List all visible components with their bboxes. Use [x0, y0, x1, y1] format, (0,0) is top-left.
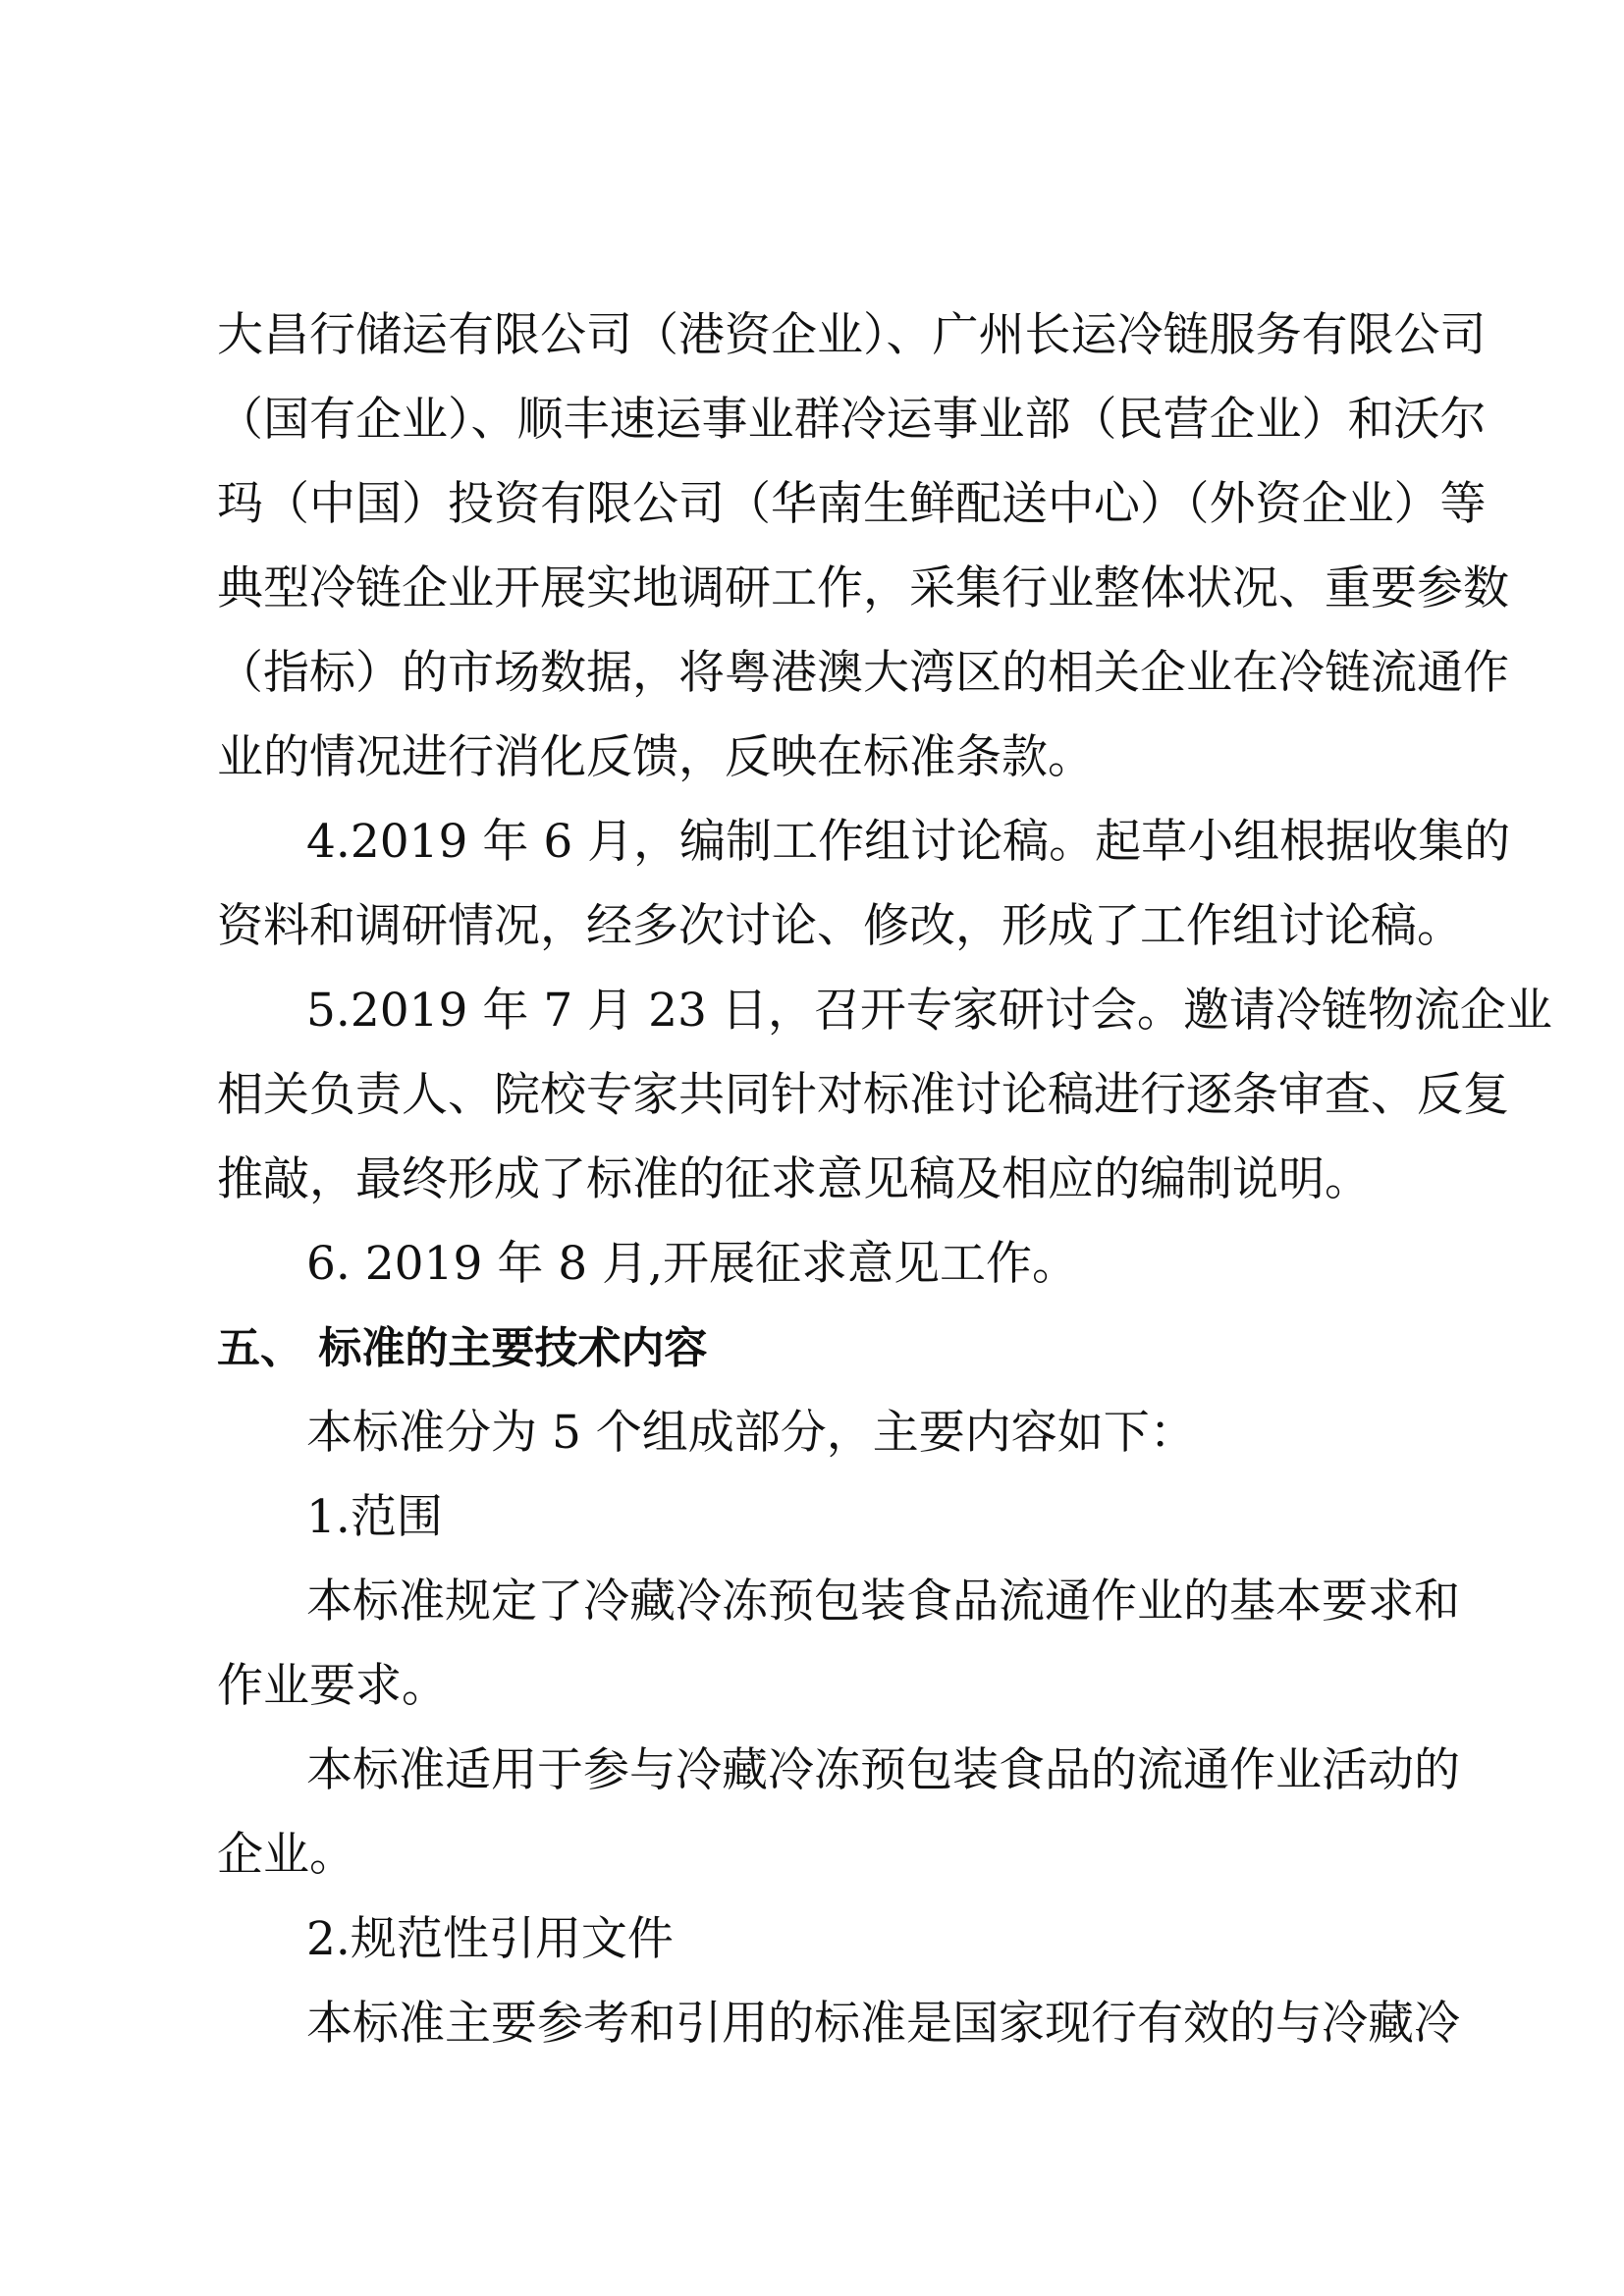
paragraph-line: 典型冷链企业开展实地调研工作，采集行业整体状况、重要参数: [217, 561, 1509, 615]
paragraph-line: 4.2019 年 6 月，编制工作组讨论稿。起草小组根据收集的: [306, 815, 1511, 869]
paragraph-line: 本标准主要参考和引用的标准是国家现行有效的与冷藏冷: [306, 1997, 1460, 2051]
paragraph-line: （指标）的市场数据，将粤港澳大湾区的相关企业在冷链流通作: [217, 646, 1509, 700]
paragraph-line: 作业要求。: [217, 1659, 448, 1713]
paragraph-line: 大昌行储运有限公司（港资企业）、广州长运冷链服务有限公司: [217, 308, 1487, 362]
paragraph-line: 推敲，最终形成了标准的征求意见稿及相应的编制说明。: [217, 1152, 1371, 1206]
paragraph-line: 玛（中国）投资有限公司（华南生鲜配送中心）（外资企业）等: [217, 477, 1487, 531]
section-heading: 五、 标准的主要技术内容: [217, 1323, 708, 1373]
paragraph-line: 本标准规定了冷藏冷冻预包装食品流通作业的基本要求和: [306, 1575, 1460, 1629]
paragraph-line: 企业。: [217, 1828, 355, 1882]
paragraph-line: 本标准适用于参与冷藏冷冻预包装食品的流通作业活动的: [306, 1743, 1460, 1797]
subsection-title: 2.规范性引用文件: [306, 1912, 674, 1966]
paragraph-line: 业的情况进行消化反馈，反映在标准条款。: [217, 730, 1094, 784]
paragraph-line: 5.2019 年 7 月 23 日，召开专家研讨会。邀请冷链物流企业: [306, 984, 1552, 1038]
paragraph-line: 本标准分为 5 个组成部分，主要内容如下：: [306, 1406, 1196, 1460]
paragraph-line: 资料和调研情况，经多次讨论、修改，形成了工作组讨论稿。: [217, 899, 1463, 953]
paragraph-line: 相关负责人、院校专家共同针对标准讨论稿进行逐条审查、反复: [217, 1068, 1509, 1122]
subsection-title: 1.范围: [306, 1490, 443, 1544]
paragraph-line: 6. 2019 年 8 月,开展征求意见工作。: [306, 1237, 1079, 1291]
paragraph-line: （国有企业）、顺丰速运事业群冷运事业部（民营企业）和沃尔: [217, 393, 1487, 447]
